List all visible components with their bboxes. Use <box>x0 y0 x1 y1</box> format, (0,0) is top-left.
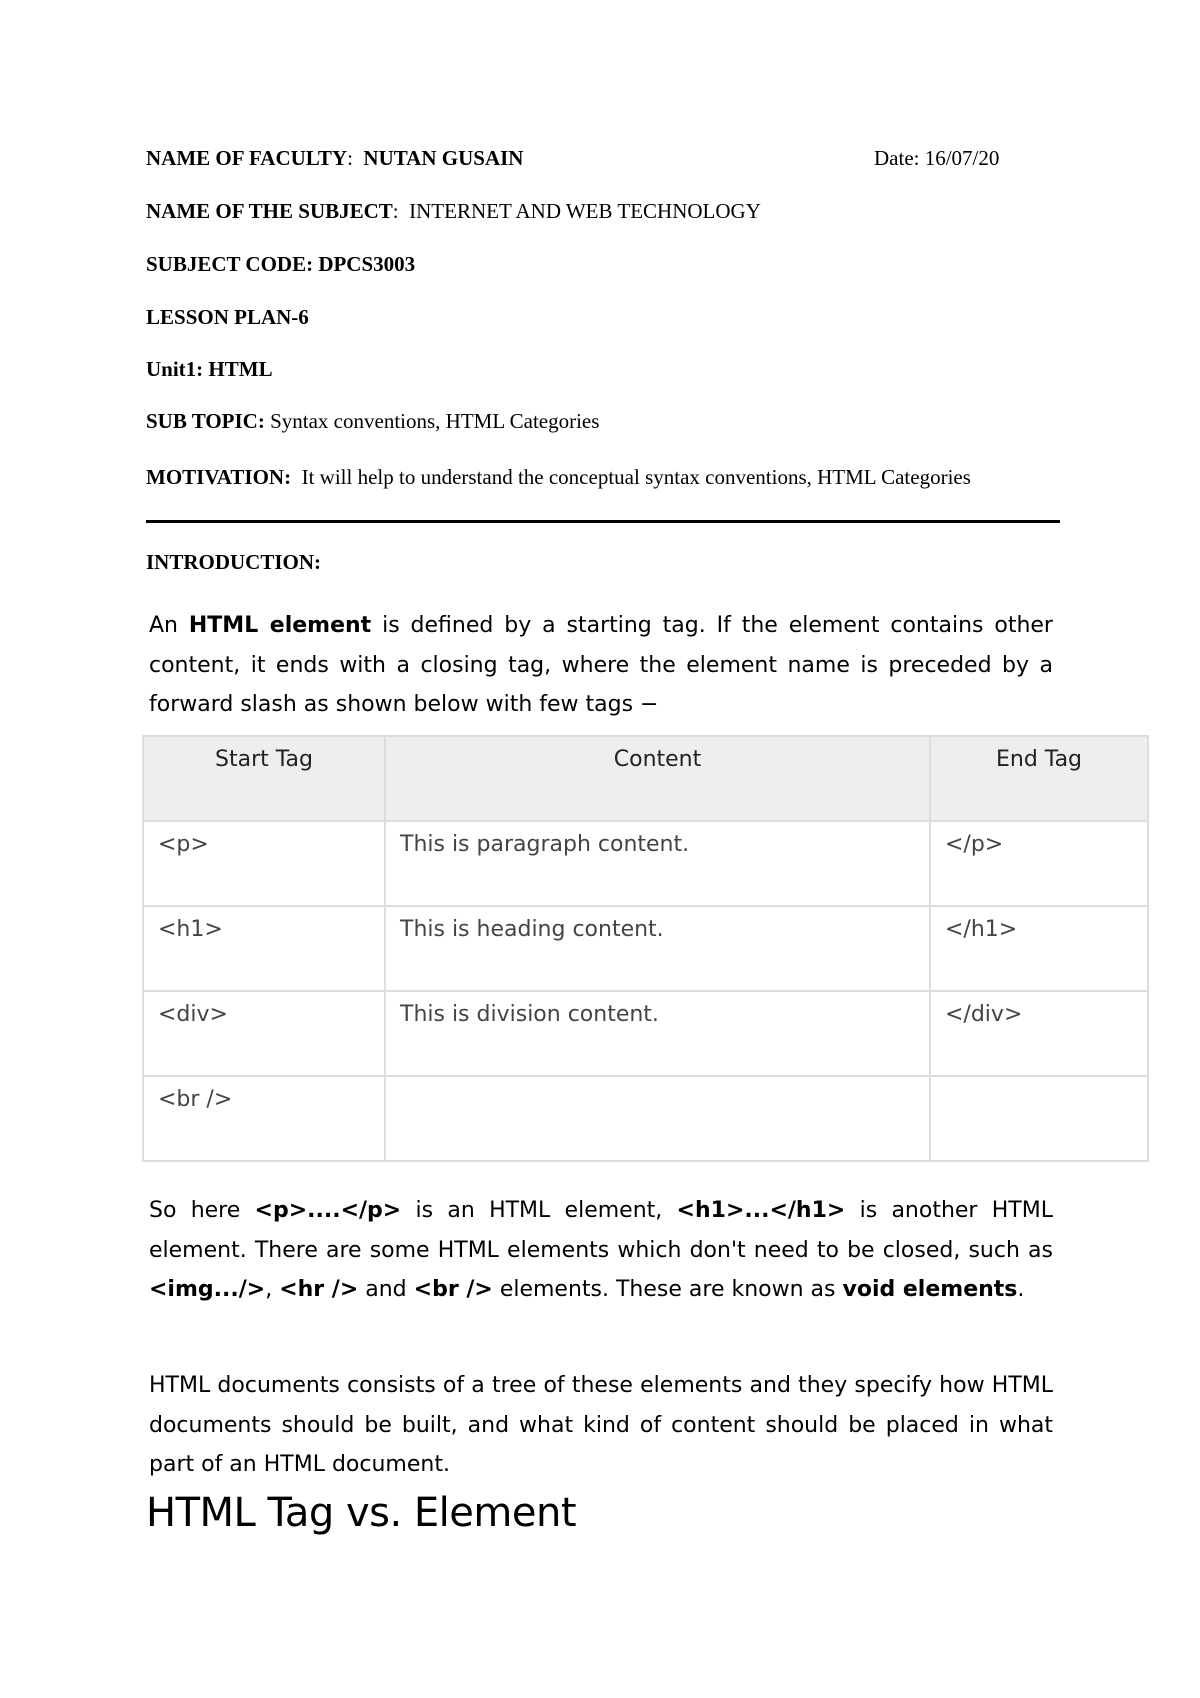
header-end-tag: End Tag <box>930 736 1148 821</box>
start-tag-cell: <br /> <box>143 1076 385 1161</box>
subtopic-label: SUB TOPIC: <box>146 409 265 433</box>
end-tag-cell: </p> <box>930 821 1148 906</box>
faculty-label: NAME OF FACULTY <box>146 146 348 170</box>
lesson-plan: LESSON PLAN-6 <box>146 305 309 329</box>
void-elements-paragraph: So here <p>....</p> is an HTML element, <h1>...</h1> is another HTML element. There are some HTML elements which don't need to be closed, such as <img.../>, <hr /> and <br /> elements. These are known as void elements. <box>149 1198 1053 1302</box>
void-elements-term: void elements <box>842 1277 1018 1302</box>
subject-code: SUBJECT CODE: DPCS3003 <box>146 252 416 276</box>
date-text: Date: 16/07/20 <box>874 146 1000 170</box>
faculty-value: NUTAN GUSAIN <box>363 146 524 170</box>
content-cell: This is division content. <box>385 991 930 1076</box>
content-cell: This is heading content. <box>385 906 930 991</box>
end-tag-cell: </h1> <box>930 906 1148 991</box>
table-row <box>143 991 1148 1076</box>
introduction-heading: INTRODUCTION: <box>146 550 322 574</box>
subject-line: NAME OF THE SUBJECT: INTERNET AND WEB TECHNOLOGY <box>146 199 761 223</box>
intro-paragraph: An HTML element is defined by a starting tag. If the element contains other content, it ends with a closing tag, where the element name is preceded by a forward slash as shown below with few tags − <box>149 613 1053 717</box>
lesson-plan-line <box>146 305 309 330</box>
header-start-tag: Start Tag <box>143 736 385 821</box>
subject-code-line <box>146 252 415 277</box>
unit-title: Unit1: HTML <box>146 357 273 381</box>
subtopic-value: Syntax conventions, HTML Categories <box>270 409 600 433</box>
start-tag-cell: <div> <box>143 991 385 1076</box>
tags-table <box>142 735 1149 1162</box>
subtopic-line <box>146 409 599 434</box>
table-row <box>143 906 1148 991</box>
content-cell: This is paragraph content. <box>385 821 930 906</box>
documents-tree-paragraph: HTML documents consists of a tree of these elements and they specify how HTML documents should be built, and what kind of content should be placed in what part of an HTML document. <box>149 1373 1053 1477</box>
motivation-line <box>146 462 1026 493</box>
unit-line <box>146 357 273 382</box>
end-tag-cell: </div> <box>930 991 1148 1076</box>
subject-value: INTERNET AND WEB TECHNOLOGY <box>409 199 761 223</box>
header-content: Content <box>385 736 930 821</box>
motivation-label: MOTIVATION: <box>146 465 292 489</box>
motivation-value: It will help to understand the conceptual syntax conventions, HTML Categories <box>301 465 971 489</box>
subject-label: NAME OF THE SUBJECT <box>146 199 393 223</box>
content-cell <box>385 1076 930 1161</box>
end-tag-cell <box>930 1076 1148 1161</box>
start-tag-cell: <p> <box>143 821 385 906</box>
table-row <box>143 1076 1148 1161</box>
html-element-term: HTML element <box>188 613 372 638</box>
horizontal-rule <box>146 520 1060 523</box>
table-row <box>143 821 1148 906</box>
table-header-row <box>143 736 1148 821</box>
start-tag-cell: <h1> <box>143 906 385 991</box>
faculty-line: NAME OF FACULTY: NUTAN GUSAIN <box>146 146 524 170</box>
section-heading: HTML Tag vs. Element <box>146 1490 576 1536</box>
